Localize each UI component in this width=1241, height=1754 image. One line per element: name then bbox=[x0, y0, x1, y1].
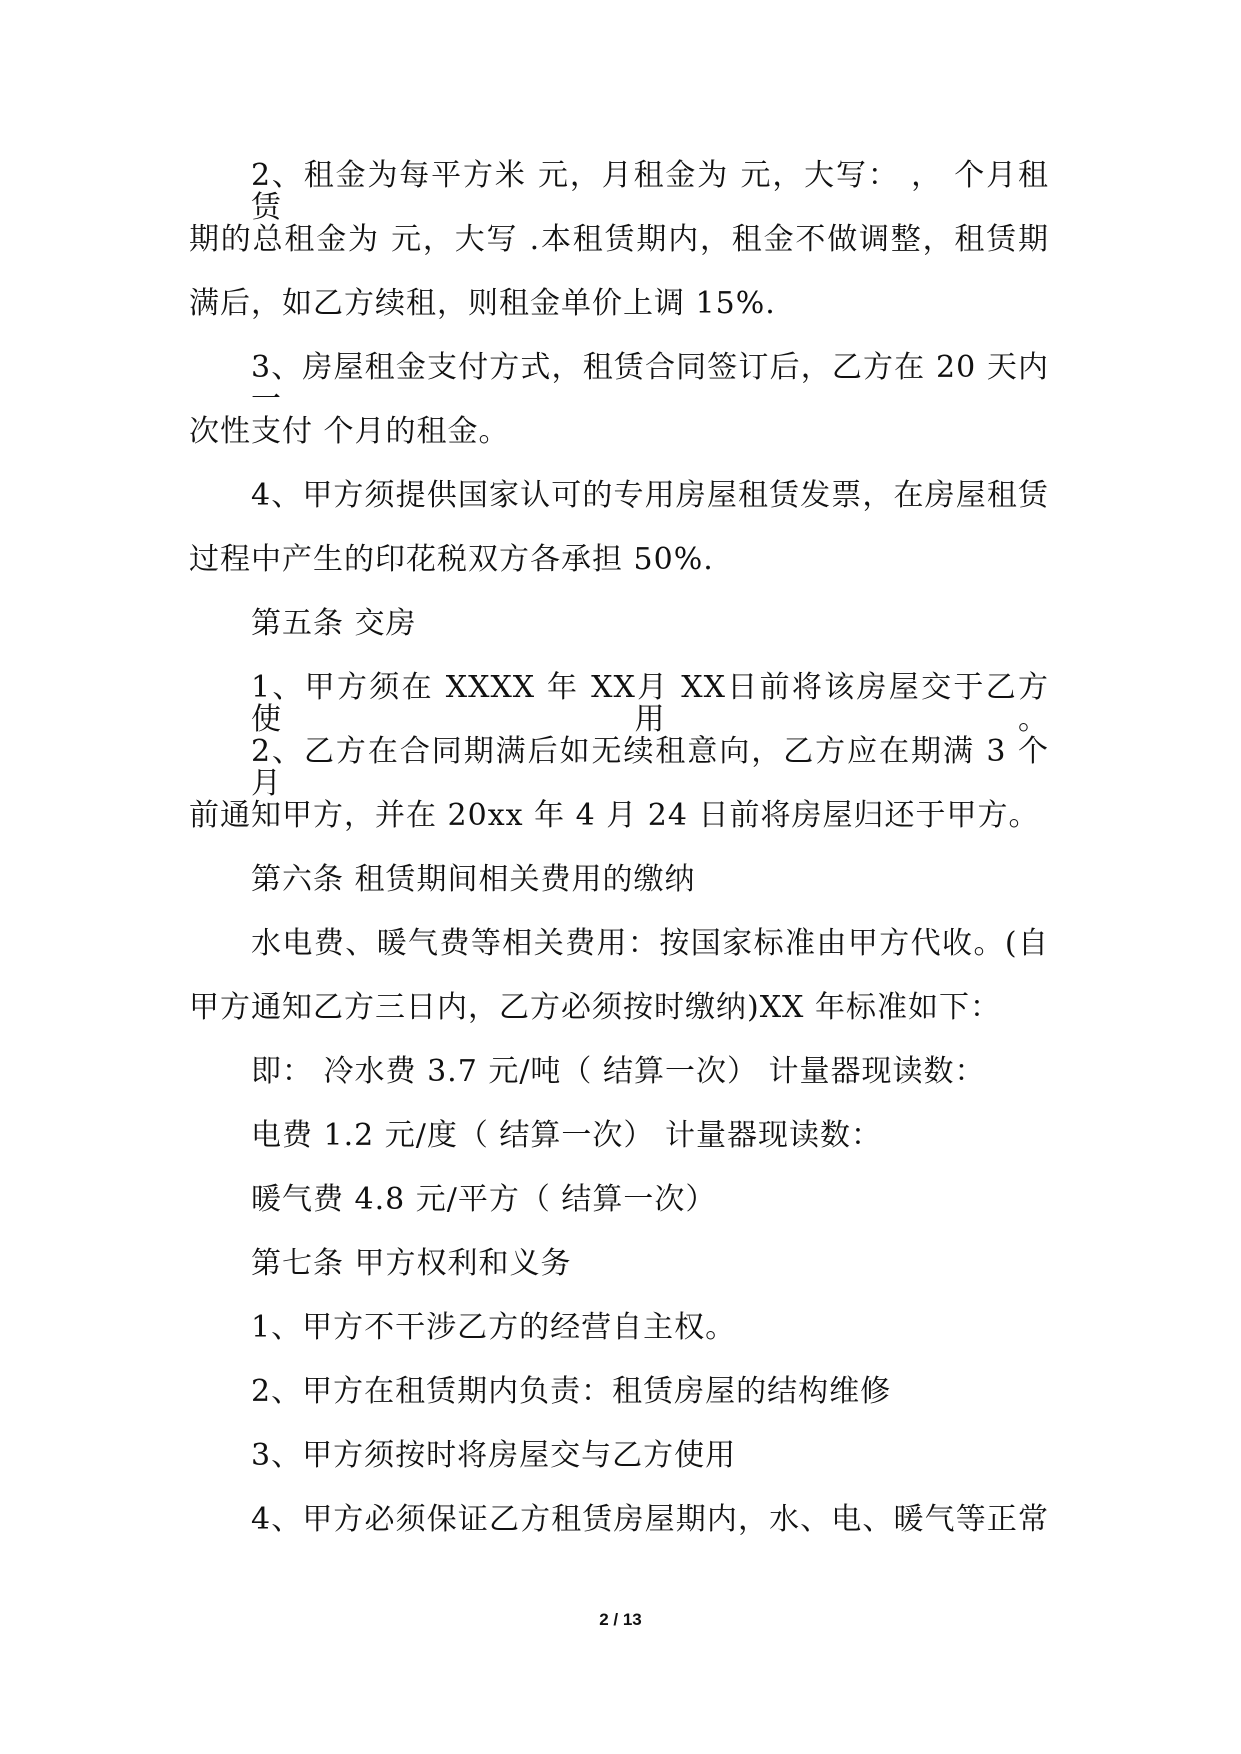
paragraph-line: 2、甲方在租赁期内负责：租赁房屋的结构维修 bbox=[251, 1374, 892, 1409]
paragraph-line: 第六条 租赁期间相关费用的缴纳 bbox=[251, 862, 696, 897]
paragraph-line: 4、甲方须提供国家认可的专用房屋租赁发票，在房屋租赁 bbox=[251, 478, 1049, 513]
paragraph-line: 暖气费 4.8 元/平方（ 结算一次） bbox=[251, 1182, 717, 1217]
paragraph-line: 第五条 交房 bbox=[251, 606, 417, 641]
paragraph-line: 2、乙方在合同期满后如无续租意向，乙方应在期满 3 个月 bbox=[251, 734, 1049, 801]
paragraph-line: 电费 1.2 元/度（ 结算一次） 计量器现读数： bbox=[251, 1118, 882, 1153]
paragraph-line: 甲方通知乙方三日内，乙方必须按时缴纳)XX 年标准如下： bbox=[189, 990, 1001, 1025]
paragraph-line: 前通知甲方，并在 20xx 年 4 月 24 日前将房屋归还于甲方。 bbox=[189, 798, 1040, 833]
paragraph-line: 次性支付 个月的租金。 bbox=[189, 414, 510, 449]
paragraph-line: 1、甲方不干涉乙方的经营自主权。 bbox=[251, 1310, 737, 1345]
paragraph-line: 3、甲方须按时将房屋交与乙方使用 bbox=[251, 1438, 737, 1473]
paragraph-line: 4、甲方必须保证乙方租赁房屋期内，水、电、暖气等正常 bbox=[251, 1502, 1049, 1537]
document-body bbox=[189, 160, 1049, 1568]
paragraph-line: 第七条 甲方权利和义务 bbox=[251, 1246, 572, 1281]
paragraph-line: 期的总租金为 元，大写 .本租赁期内，租金不做调整，租赁期 bbox=[189, 222, 1049, 257]
paragraph-line: 3、房屋租金支付方式，租赁合同签订后，乙方在 20 天内一 bbox=[251, 350, 1049, 417]
paragraph-line: 水电费、暖气费等相关费用：按国家标准由甲方代收。(自 bbox=[251, 926, 1049, 961]
paragraph-line: 即： 冷水费 3.7 元/吨（ 结算一次） 计量器现读数： bbox=[251, 1054, 986, 1089]
paragraph-line: 2、租金为每平方米 元，月租金为 元，大写： ， 个月租赁 bbox=[251, 158, 1049, 225]
paragraph-line: 满后，如乙方续租，则租金单价上调 15%. bbox=[189, 286, 776, 321]
paragraph-line: 过程中产生的印花税双方各承担 50%. bbox=[189, 542, 714, 577]
paragraph-line: 1、甲方须在 XXXX 年 XX月 XX日前将该房屋交于乙方使用。 bbox=[251, 670, 1049, 737]
page-number: 2 / 13 bbox=[599, 1610, 642, 1629]
